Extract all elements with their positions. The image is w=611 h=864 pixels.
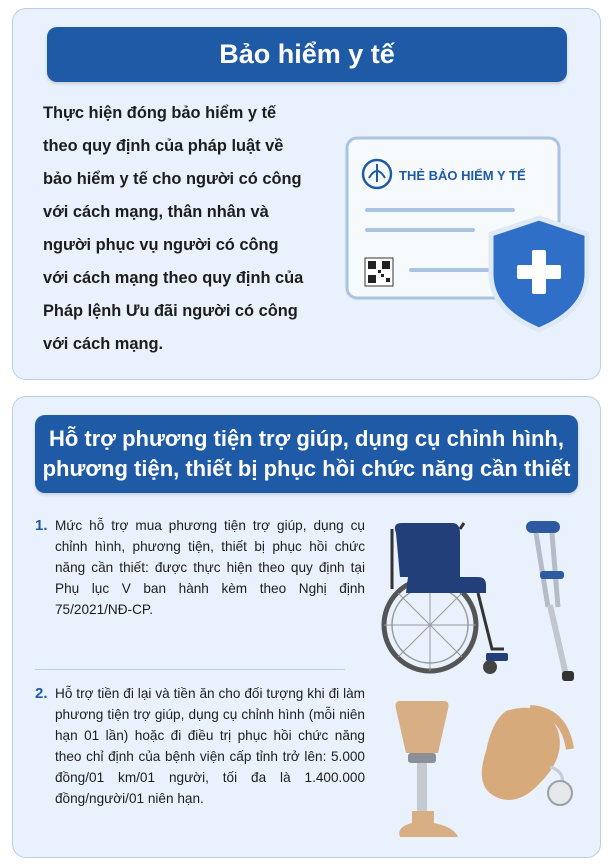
crutch-icon	[518, 515, 590, 685]
hearing-aid-icon	[468, 697, 583, 817]
body-line: với cách mạng, thân nhân và	[43, 203, 269, 221]
section-title: Bảo hiểm y tế	[47, 27, 567, 82]
qr-code-icon	[365, 258, 393, 286]
section-body	[43, 97, 343, 361]
title-line: phương tiện, thiết bị phục hồi chức năng cần thiết	[42, 456, 571, 481]
item-number: 1.	[35, 517, 48, 534]
card-label: THẺ BẢO HIỂM Y TẾ	[399, 168, 526, 183]
item-text: Hỗ trợ tiền đi lại và tiền ăn cho đối tượng khi đi làm phương tiện trợ giúp, dụng cụ chỉnh hình (mỗi niên hạn 01 lần) hoặc đi điều trị phục hồi chức năng theo chỉ định của bệnh viện cấp tỉnh trở lên: 5.000 đồng/01 km/01 người, tối đa là 1.400.000 đồng/người/01 niên hạn.	[55, 686, 365, 806]
title-line: Hỗ trợ phương tiện trợ giúp, dụng cụ chỉnh hình,	[48, 426, 564, 451]
divider	[35, 669, 345, 670]
body-line: với cách mạng theo quy định của	[43, 269, 304, 287]
health-insurance-section	[12, 8, 601, 380]
body-line: Thực hiện đóng bảo hiểm y tế	[43, 104, 277, 122]
prosthetic-leg-icon	[388, 697, 463, 847]
section-title	[35, 415, 578, 493]
body-line: theo quy định của pháp luật về	[43, 137, 284, 155]
body-line: Pháp lệnh Ưu đãi người có công	[43, 302, 298, 320]
wheelchair-icon	[368, 517, 518, 677]
body-line: với cách mạng.	[43, 335, 164, 353]
item-text: Mức hỗ trợ mua phương tiện trợ giúp, dụng cụ chỉnh hình, phương tiện, thiết bị phục hồi chức năng cần thiết: được thực hiện theo quy định tại Phụ lục V ban hành kèm theo Nghị định 75/2021/NĐ-CP.	[55, 518, 365, 617]
item-number: 2.	[35, 685, 48, 702]
body-line: bảo hiểm y tế cho người có công	[43, 170, 302, 188]
health-insurance-card-icon	[343, 134, 595, 334]
assistive-devices-section	[12, 396, 601, 858]
shield-cross-icon	[491, 218, 587, 330]
list-item	[35, 683, 365, 809]
list-item	[35, 515, 365, 620]
body-line: người phục vụ người có công	[43, 236, 279, 254]
